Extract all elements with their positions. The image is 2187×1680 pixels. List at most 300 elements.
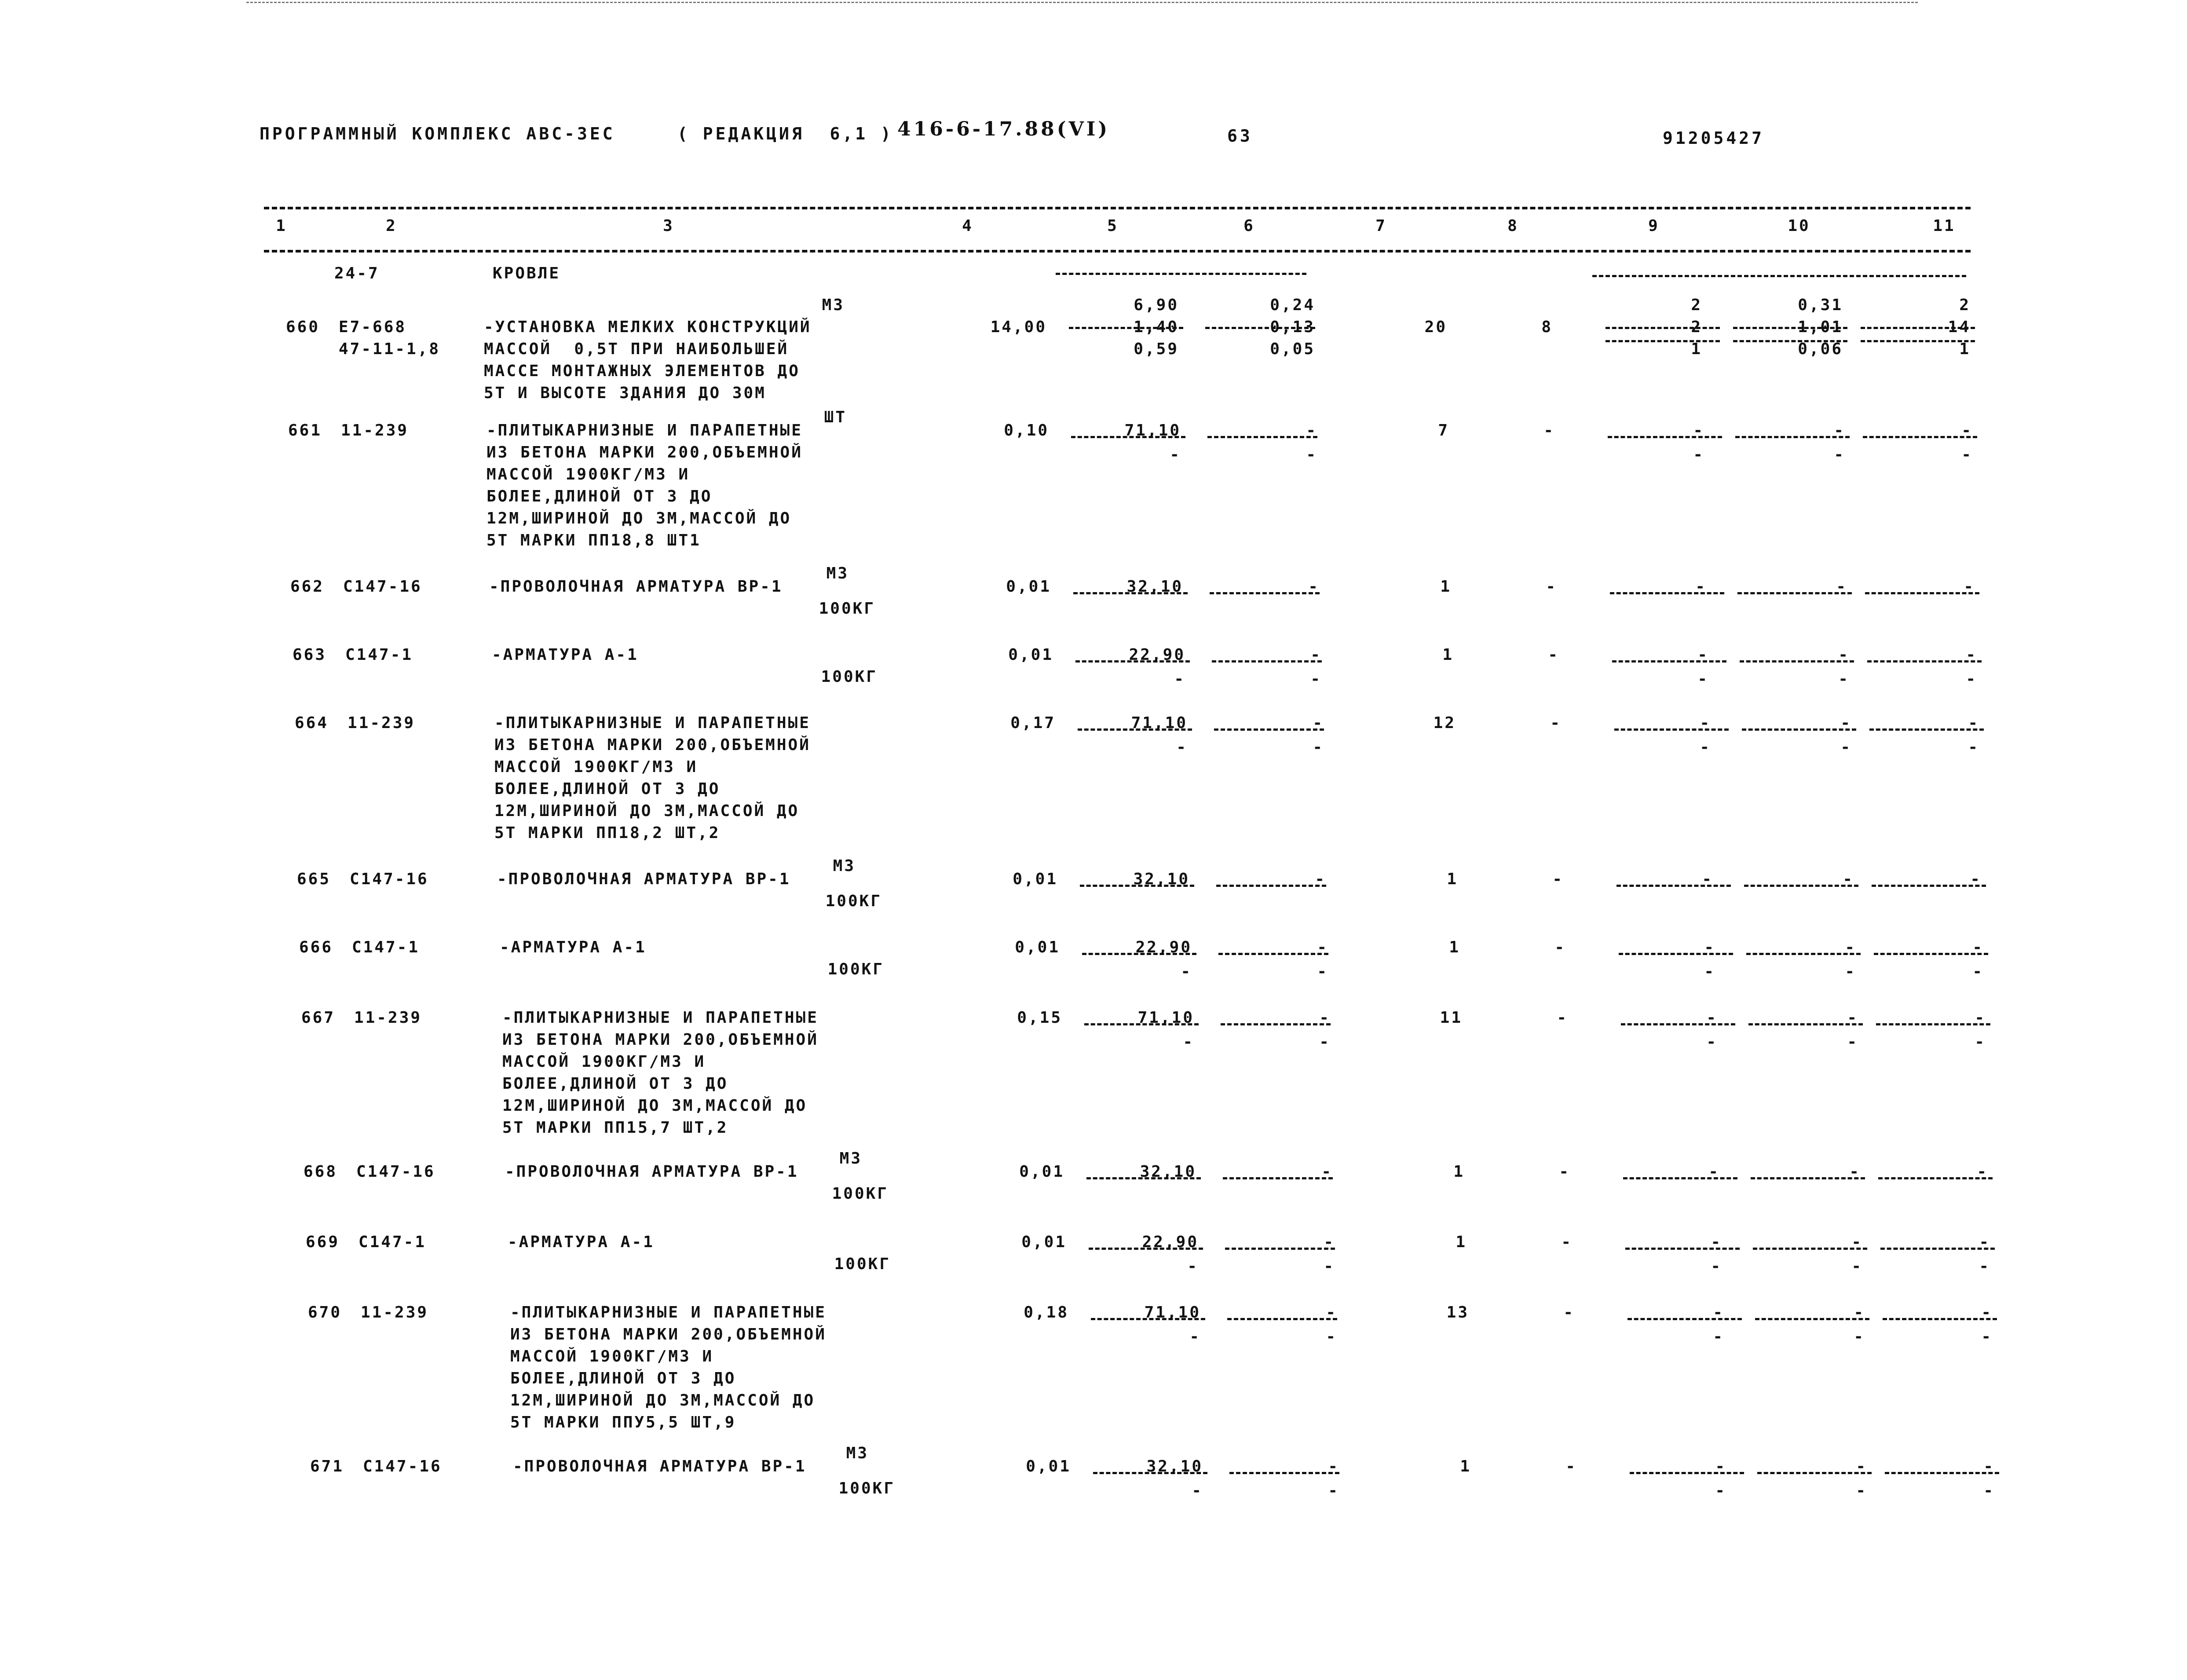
row-value-c6: - bbox=[1328, 1457, 1339, 1475]
row-value-c11: - bbox=[1972, 963, 1984, 981]
row-underline-c6 bbox=[1210, 592, 1320, 594]
row-description: БОЛЕЕ,ДЛИНОЙ ОТ 3 ДО bbox=[494, 780, 720, 798]
row-underline-c11 bbox=[1869, 728, 1984, 731]
row-value-c5: 22,90 bbox=[1129, 646, 1185, 664]
row-underline-c9 bbox=[1619, 953, 1733, 955]
page-number: 63 bbox=[1227, 126, 1253, 146]
row-unit: М3 bbox=[826, 564, 849, 582]
row-underline-c11 bbox=[1867, 660, 1982, 662]
row-description: -АРМАТУРА А-1 bbox=[492, 646, 639, 664]
row-code: С147-16 bbox=[343, 578, 422, 596]
row-value-c6: - bbox=[1317, 938, 1328, 956]
row-underline-c6 bbox=[1207, 436, 1317, 438]
row-value-c9: 2 bbox=[1691, 296, 1702, 314]
row-underline-c5 bbox=[1091, 1318, 1205, 1320]
row-underline-c10 bbox=[1746, 953, 1861, 955]
row-underline-c10 bbox=[1751, 1177, 1865, 1179]
row-description: -АРМАТУРА А-1 bbox=[500, 938, 647, 956]
row-value-col8: - bbox=[1557, 1009, 1568, 1027]
row-underline-c11 bbox=[1865, 592, 1979, 594]
row-code: С147-1 bbox=[352, 938, 420, 956]
row-value-col4: 14,00 bbox=[990, 318, 1047, 336]
row-value-c6: - bbox=[1313, 714, 1324, 732]
row-value-c10: 1,01 bbox=[1798, 318, 1843, 336]
row-underline-c11 bbox=[1874, 953, 1988, 955]
row-value-c9: - bbox=[1693, 421, 1704, 439]
row-value-c5: - bbox=[1181, 963, 1192, 981]
row-underline-c9 bbox=[1630, 1472, 1744, 1474]
row-underline-c9 bbox=[1621, 1023, 1735, 1025]
row-value-c5: 6,90 bbox=[1134, 296, 1179, 314]
row-underline-c11 bbox=[1872, 885, 1986, 887]
row-value-c10: - bbox=[1856, 1482, 1867, 1500]
row-value-col7: 1 bbox=[1460, 1457, 1471, 1475]
row-value-c5: 32,10 bbox=[1133, 870, 1190, 888]
row-number: 666 bbox=[299, 938, 333, 956]
row-description: 5Т МАРКИ ПП15,7 ШТ,2 bbox=[502, 1119, 728, 1137]
row-value-c5: 32,10 bbox=[1146, 1457, 1203, 1475]
row-description: БОЛЕЕ,ДЛИНОЙ ОТ 3 ДО bbox=[502, 1075, 728, 1093]
row-code: 11-239 bbox=[354, 1009, 422, 1027]
row-value-c9: - bbox=[1713, 1303, 1724, 1321]
row-description: -УСТАНОВКА МЕЛКИХ КОНСТРУКЦИЙ bbox=[484, 318, 812, 336]
row-value-c10: - bbox=[1845, 938, 1856, 956]
row-value-c6: - bbox=[1313, 738, 1324, 756]
row-value-col7: 1 bbox=[1447, 870, 1458, 888]
row-value-c9: 1 bbox=[1691, 340, 1702, 358]
row-value-c11: 1 bbox=[1959, 340, 1971, 358]
row-underline-c5 bbox=[1069, 327, 1183, 329]
header-rule-top bbox=[264, 207, 1971, 209]
row-value-c5: - bbox=[1192, 1482, 1203, 1500]
row-value-c11: - bbox=[1979, 1257, 1990, 1275]
row-value-c9: - bbox=[1706, 1033, 1718, 1051]
row-value-c11: 2 bbox=[1959, 296, 1971, 314]
row-value-col7: 7 bbox=[1438, 421, 1449, 439]
program-title: ПРОГРАММНЫЙ КОМПЛЕКС АВС-ЗЕС bbox=[260, 124, 615, 143]
handwritten-code: 416-6-17.88(VI) bbox=[897, 118, 1110, 140]
section-dash-left bbox=[1056, 273, 1306, 275]
row-value-c9: - bbox=[1715, 1482, 1726, 1500]
row-number: 663 bbox=[293, 646, 327, 664]
row-underline-c10 bbox=[1748, 1023, 1863, 1025]
row-description: МАССОЙ 1900КГ/М3 И bbox=[494, 758, 698, 776]
row-underline-c5 bbox=[1089, 1248, 1203, 1250]
row-value-c5: - bbox=[1174, 670, 1185, 688]
row-value-col8: - bbox=[1559, 1163, 1570, 1181]
row-underline-c6 bbox=[1223, 1177, 1333, 1179]
row-underline-c9 bbox=[1606, 340, 1720, 342]
row-underline-c9 bbox=[1610, 592, 1724, 594]
row-code: 47-11-1,8 bbox=[339, 340, 441, 358]
row-value-c9: - bbox=[1693, 446, 1704, 464]
row-value-c5: 71,10 bbox=[1144, 1303, 1201, 1321]
row-underline-c6 bbox=[1218, 953, 1328, 955]
row-value-c6: - bbox=[1328, 1482, 1339, 1500]
row-description: -ПРОВОЛОЧНАЯ АРМАТУРА ВР-1 bbox=[497, 870, 791, 888]
row-value-col4: 0,01 bbox=[1019, 1163, 1064, 1181]
column-header-8: 8 bbox=[1507, 217, 1519, 235]
row-value-col8: - bbox=[1563, 1303, 1575, 1321]
row-value-c6: 0,13 bbox=[1270, 318, 1315, 336]
row-description: ИЗ БЕТОНА МАРКИ 200,ОБЪЕМНОЙ bbox=[510, 1325, 827, 1343]
row-underline-c5 bbox=[1078, 728, 1192, 731]
row-value-col7: 1 bbox=[1456, 1233, 1467, 1251]
row-underline-c9 bbox=[1625, 1248, 1740, 1250]
row-value-c11: - bbox=[1981, 1328, 1993, 1346]
row-value-c11: - bbox=[1979, 1233, 1990, 1251]
row-value-col7: 1 bbox=[1453, 1163, 1465, 1181]
column-header-11: 11 bbox=[1933, 217, 1956, 235]
scan-top-edge bbox=[246, 2, 1918, 3]
row-value-c10: - bbox=[1851, 1233, 1863, 1251]
row-value-c9: - bbox=[1704, 963, 1715, 981]
row-underline-c5 bbox=[1075, 660, 1190, 662]
row-value-c6: 0,24 bbox=[1270, 296, 1315, 314]
row-underline-c10 bbox=[1744, 885, 1858, 887]
row-underline-c6 bbox=[1212, 660, 1322, 662]
row-number: 665 bbox=[297, 870, 331, 888]
row-value-col4: 0,01 bbox=[1021, 1233, 1067, 1251]
row-value-c10: - bbox=[1838, 646, 1850, 664]
row-number: 662 bbox=[290, 578, 325, 596]
row-value-c5: 71,10 bbox=[1137, 1009, 1194, 1027]
section-dash-right bbox=[1592, 275, 1966, 277]
row-underline-c11 bbox=[1878, 1177, 1993, 1179]
row-underline-c11 bbox=[1885, 1472, 1999, 1474]
row-description: -АРМАТУРА А-1 bbox=[508, 1233, 655, 1251]
row-value-col4: 0,17 bbox=[1010, 714, 1056, 732]
row-value-col7: 11 bbox=[1440, 1009, 1463, 1027]
row-underline-c11 bbox=[1863, 436, 1977, 438]
row-value-c11: - bbox=[1966, 646, 1977, 664]
row-value-col7: 1 bbox=[1442, 646, 1454, 664]
document-code: 91205427 bbox=[1663, 128, 1765, 148]
row-value-c9: - bbox=[1704, 938, 1715, 956]
row-value-c6: - bbox=[1324, 1233, 1335, 1251]
column-header-row bbox=[264, 216, 1971, 238]
row-underline-c6 bbox=[1216, 885, 1326, 887]
row-description: 5Т МАРКИ ППУ5,5 ШТ,9 bbox=[510, 1413, 736, 1431]
row-underline-c11 bbox=[1861, 327, 1975, 329]
row-description: -ПРОВОЛОЧНАЯ АРМАТУРА ВР-1 bbox=[489, 578, 783, 596]
row-underline-c9 bbox=[1612, 660, 1726, 662]
row-value-c11: - bbox=[1966, 670, 1977, 688]
row-number: 669 bbox=[306, 1233, 340, 1251]
row-value-col7: 13 bbox=[1446, 1303, 1469, 1321]
row-code: 11-239 bbox=[341, 421, 409, 439]
row-unit-secondary: 100КГ bbox=[825, 892, 882, 910]
row-value-c11: - bbox=[1961, 421, 1973, 439]
row-number: 660 bbox=[286, 318, 320, 336]
row-value-c9: - bbox=[1708, 1163, 1720, 1181]
row-underline-c6 bbox=[1221, 1023, 1331, 1025]
row-description: 5Т И ВЫСОТЕ ЗДАНИЯ ДО 30М bbox=[484, 384, 766, 402]
row-underline-c11 bbox=[1883, 1318, 1997, 1320]
row-value-col7: 12 bbox=[1433, 714, 1456, 732]
row-description: МАССОЙ 1900КГ/М3 И bbox=[486, 465, 690, 483]
row-description: -ПЛИТЫКАРНИЗНЫЕ И ПАРАПЕТНЫЕ bbox=[510, 1303, 827, 1321]
row-underline-c6 bbox=[1214, 728, 1324, 731]
row-value-col8: - bbox=[1552, 870, 1564, 888]
column-header-9: 9 bbox=[1648, 217, 1660, 235]
row-value-c5: - bbox=[1176, 738, 1188, 756]
row-underline-c10 bbox=[1735, 436, 1850, 438]
row-code: С147-1 bbox=[358, 1233, 427, 1251]
row-value-col8: - bbox=[1554, 938, 1566, 956]
row-number: 661 bbox=[288, 421, 322, 439]
row-value-c10: - bbox=[1834, 421, 1845, 439]
row-code: С147-1 bbox=[345, 646, 413, 664]
row-value-col8: - bbox=[1546, 578, 1557, 596]
row-value-c6: - bbox=[1324, 1257, 1335, 1275]
row-underline-c5 bbox=[1082, 953, 1196, 955]
row-value-c5: 1,40 bbox=[1134, 318, 1179, 336]
row-code: 11-239 bbox=[347, 714, 416, 732]
row-value-c11: - bbox=[1968, 714, 1979, 732]
row-value-col4: 0,01 bbox=[1015, 938, 1060, 956]
row-value-c9: - bbox=[1713, 1328, 1724, 1346]
row-code: С147-16 bbox=[363, 1457, 442, 1475]
row-value-c11: - bbox=[1983, 1457, 1995, 1475]
row-value-c6: - bbox=[1310, 646, 1322, 664]
row-value-c6: - bbox=[1315, 870, 1326, 888]
row-value-c10: - bbox=[1856, 1457, 1867, 1475]
row-value-c5: 32,10 bbox=[1140, 1163, 1196, 1181]
row-value-c10: - bbox=[1838, 670, 1850, 688]
row-value-col4: 0,01 bbox=[1026, 1457, 1071, 1475]
row-underline-c6 bbox=[1225, 1248, 1335, 1250]
row-description: -ПЛИТЫКАРНИЗНЫЕ И ПАРАПЕТНЫЕ bbox=[494, 714, 811, 732]
row-unit-secondary: 100КГ bbox=[819, 600, 875, 618]
row-value-c9: - bbox=[1700, 714, 1711, 732]
row-unit: М3 bbox=[846, 1444, 869, 1462]
row-underline-c11 bbox=[1880, 1248, 1995, 1250]
row-underline-c5 bbox=[1080, 885, 1194, 887]
row-description: -ПЛИТЫКАРНИЗНЫЕ И ПАРАПЕТНЫЕ bbox=[486, 421, 803, 439]
row-value-c10: - bbox=[1836, 578, 1847, 596]
row-value-col7: 1 bbox=[1449, 938, 1460, 956]
row-unit-secondary: 100КГ bbox=[821, 668, 878, 686]
column-header-4: 4 bbox=[962, 217, 973, 235]
row-underline-c10 bbox=[1733, 340, 1847, 342]
row-value-c6: 0,05 bbox=[1270, 340, 1315, 358]
row-underline-c6 bbox=[1205, 327, 1315, 329]
row-value-c11: - bbox=[1975, 1033, 1986, 1051]
section-title: КРОВЛЕ bbox=[493, 264, 561, 282]
row-value-c5: 0,59 bbox=[1134, 340, 1179, 358]
row-value-c6: - bbox=[1319, 1033, 1331, 1051]
row-value-c6: - bbox=[1319, 1009, 1331, 1027]
row-value-c9: - bbox=[1702, 870, 1713, 888]
row-value-col4: 0,15 bbox=[1017, 1009, 1062, 1027]
row-value-c10: 0,31 bbox=[1798, 296, 1843, 314]
row-code: С147-16 bbox=[356, 1163, 435, 1181]
row-value-c11: - bbox=[1961, 446, 1973, 464]
row-unit: ШТ bbox=[824, 408, 847, 426]
row-value-col8: - bbox=[1543, 421, 1555, 439]
row-value-c11: - bbox=[1972, 938, 1984, 956]
section-code: 24-7 bbox=[334, 264, 380, 282]
row-underline-c6 bbox=[1229, 1472, 1339, 1474]
row-unit-secondary: 100КГ bbox=[834, 1255, 891, 1273]
row-description: ИЗ БЕТОНА МАРКИ 200,ОБЪЕМНОЙ bbox=[502, 1031, 819, 1049]
row-underline-c10 bbox=[1737, 592, 1852, 594]
row-value-c9: - bbox=[1700, 738, 1711, 756]
row-code: С147-16 bbox=[350, 870, 429, 888]
row-value-col8: - bbox=[1550, 714, 1562, 732]
row-value-col4: 0,01 bbox=[1013, 870, 1058, 888]
row-value-c11: - bbox=[1968, 738, 1979, 756]
row-value-c5: 22,90 bbox=[1135, 938, 1192, 956]
row-value-c5: 71,10 bbox=[1131, 714, 1188, 732]
row-value-c5: 22,90 bbox=[1142, 1233, 1199, 1251]
row-underline-c5 bbox=[1073, 592, 1188, 594]
row-value-col8: - bbox=[1561, 1233, 1573, 1251]
row-value-c10: - bbox=[1847, 1009, 1858, 1027]
row-value-c10: - bbox=[1845, 963, 1856, 981]
row-value-c9: - bbox=[1715, 1457, 1726, 1475]
row-value-col8: - bbox=[1565, 1457, 1577, 1475]
row-number: 670 bbox=[308, 1303, 342, 1321]
row-value-col4: 0,18 bbox=[1024, 1303, 1069, 1321]
row-number: 671 bbox=[310, 1457, 344, 1475]
row-value-c11: 14 bbox=[1948, 318, 1971, 336]
row-description: ИЗ БЕТОНА МАРКИ 200,ОБЪЕМНОЙ bbox=[486, 443, 803, 461]
row-unit-secondary: 100КГ bbox=[838, 1479, 895, 1497]
row-value-c6: - bbox=[1306, 446, 1317, 464]
row-value-c10: 0,06 bbox=[1798, 340, 1843, 358]
row-underline-c9 bbox=[1616, 885, 1731, 887]
row-value-c6: - bbox=[1326, 1328, 1337, 1346]
row-value-c10: - bbox=[1847, 1033, 1858, 1051]
column-header-2: 2 bbox=[386, 217, 397, 235]
row-underline-c9 bbox=[1623, 1177, 1737, 1179]
row-underline-c5 bbox=[1084, 1023, 1199, 1025]
column-header-3: 3 bbox=[663, 217, 674, 235]
row-underline-c5 bbox=[1093, 1472, 1207, 1474]
row-value-c6: - bbox=[1326, 1303, 1337, 1321]
column-header-5: 5 bbox=[1107, 217, 1119, 235]
row-description: -ПРОВОЛОЧНАЯ АРМАТУРА ВР-1 bbox=[513, 1457, 807, 1475]
row-description: МАССОЙ 1900КГ/М3 И bbox=[510, 1347, 714, 1365]
row-description: МАССЕ МОНТАЖНЫХ ЭЛЕМЕНТОВ ДО bbox=[484, 362, 800, 380]
row-unit: М3 bbox=[822, 296, 845, 314]
row-value-c5: 32,10 bbox=[1126, 578, 1183, 596]
row-underline-c10 bbox=[1740, 660, 1854, 662]
row-underline-c9 bbox=[1608, 436, 1722, 438]
row-description: 5Т МАРКИ ПП18,8 ШТ1 bbox=[486, 531, 701, 549]
row-unit: М3 bbox=[839, 1149, 862, 1168]
row-unit: М3 bbox=[833, 857, 856, 875]
row-value-c11: - bbox=[1964, 578, 1975, 596]
row-underline-c11 bbox=[1861, 340, 1975, 342]
row-value-c6: - bbox=[1321, 1163, 1333, 1181]
row-unit-secondary: 100КГ bbox=[827, 960, 884, 978]
row-value-c9: 2 bbox=[1691, 318, 1702, 336]
column-header-7: 7 bbox=[1375, 217, 1387, 235]
column-header-6: 6 bbox=[1243, 217, 1255, 235]
row-underline-c6 bbox=[1227, 1318, 1337, 1320]
row-description: 12М,ШИРИНОЙ ДО 3М,МАССОЙ ДО bbox=[494, 802, 800, 820]
row-value-c9: - bbox=[1711, 1233, 1722, 1251]
column-header-10: 10 bbox=[1788, 217, 1810, 235]
row-value-c10: - bbox=[1843, 870, 1854, 888]
row-underline-c10 bbox=[1753, 1248, 1867, 1250]
row-value-c9: - bbox=[1697, 670, 1709, 688]
row-value-c10: - bbox=[1854, 1303, 1865, 1321]
row-value-c5: - bbox=[1170, 446, 1181, 464]
row-description: 12М,ШИРИНОЙ ДО 3М,МАССОЙ ДО bbox=[510, 1391, 816, 1409]
row-value-c9: - bbox=[1711, 1257, 1722, 1275]
row-value-c6: - bbox=[1317, 963, 1328, 981]
row-value-c10: - bbox=[1840, 714, 1852, 732]
row-value-c6: - bbox=[1308, 578, 1320, 596]
row-value-c6: - bbox=[1310, 670, 1322, 688]
row-underline-c11 bbox=[1876, 1023, 1990, 1025]
row-value-col8: - bbox=[1548, 646, 1559, 664]
row-value-c5: 71,10 bbox=[1124, 421, 1181, 439]
row-value-c11: - bbox=[1970, 870, 1982, 888]
header-rule-bottom bbox=[264, 250, 1971, 253]
row-description: 12М,ШИРИНОЙ ДО 3М,МАССОЙ ДО bbox=[486, 509, 792, 527]
row-description: ИЗ БЕТОНА МАРКИ 200,ОБЪЕМНОЙ bbox=[494, 736, 811, 754]
row-description: МАССОЙ 0,5Т ПРИ НАИБОЛЬШЕЙ bbox=[484, 340, 789, 358]
row-underline-c10 bbox=[1733, 327, 1847, 329]
row-value-c11: - bbox=[1975, 1009, 1986, 1027]
row-value-c11: - bbox=[1981, 1303, 1993, 1321]
row-value-col8: 8 bbox=[1541, 318, 1553, 336]
row-value-col4: 0,10 bbox=[1004, 421, 1049, 439]
row-value-c5: - bbox=[1189, 1328, 1201, 1346]
row-description: -ПЛИТЫКАРНИЗНЫЕ И ПАРАПЕТНЫЕ bbox=[502, 1009, 819, 1027]
row-underline-c5 bbox=[1071, 436, 1185, 438]
row-value-c9: - bbox=[1697, 646, 1709, 664]
row-number: 668 bbox=[304, 1163, 338, 1181]
row-description: -ПРОВОЛОЧНАЯ АРМАТУРА ВР-1 bbox=[505, 1163, 799, 1181]
row-description: МАССОЙ 1900КГ/М3 И bbox=[502, 1053, 706, 1071]
row-description: БОЛЕЕ,ДЛИНОЙ ОТ 3 ДО bbox=[486, 487, 713, 505]
row-description: БОЛЕЕ,ДЛИНОЙ ОТ 3 ДО bbox=[510, 1369, 736, 1387]
row-number: 667 bbox=[301, 1009, 336, 1027]
row-unit-secondary: 100КГ bbox=[832, 1185, 889, 1203]
row-value-c9: - bbox=[1706, 1009, 1718, 1027]
row-value-c10: - bbox=[1851, 1257, 1863, 1275]
column-header-1: 1 bbox=[276, 217, 287, 235]
row-value-c9: - bbox=[1695, 578, 1707, 596]
row-value-col4: 0,01 bbox=[1008, 646, 1053, 664]
row-value-c10: - bbox=[1834, 446, 1845, 464]
row-value-c5: - bbox=[1183, 1033, 1194, 1051]
row-underline-c10 bbox=[1757, 1472, 1872, 1474]
row-underline-c9 bbox=[1606, 327, 1720, 329]
row-underline-c9 bbox=[1627, 1318, 1742, 1320]
row-code: 11-239 bbox=[361, 1303, 429, 1321]
row-value-c11: - bbox=[1977, 1163, 1988, 1181]
row-underline-c10 bbox=[1742, 728, 1856, 731]
row-value-c11: - bbox=[1983, 1482, 1995, 1500]
row-description: 12М,ШИРИНОЙ ДО 3М,МАССОЙ ДО bbox=[502, 1097, 808, 1115]
edition-label: ( РЕДАКЦИЯ 6,1 ) bbox=[677, 124, 893, 143]
row-value-c6: - bbox=[1306, 421, 1317, 439]
row-value-col7: 1 bbox=[1440, 578, 1452, 596]
row-number: 664 bbox=[295, 714, 329, 732]
row-underline-c5 bbox=[1086, 1177, 1201, 1179]
row-value-col4: 0,01 bbox=[1006, 578, 1051, 596]
row-value-c10: - bbox=[1840, 738, 1852, 756]
row-value-c10: - bbox=[1849, 1163, 1861, 1181]
row-description: 5Т МАРКИ ПП18,2 ШТ,2 bbox=[494, 824, 720, 842]
